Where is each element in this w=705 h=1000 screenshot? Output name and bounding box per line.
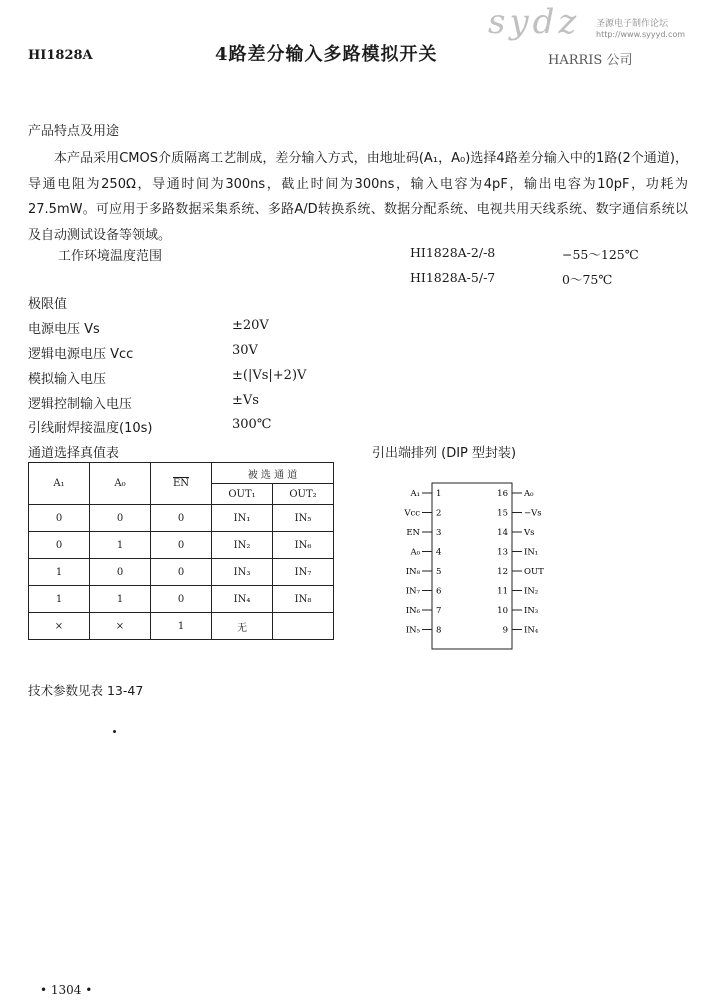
temp-model: HI1828A-2/-8 <box>410 245 496 260</box>
table-cell: IN₂ <box>212 532 273 559</box>
pin-name: Vs <box>524 528 535 538</box>
table-cell: 1 <box>151 613 212 640</box>
temp-range: 0～75℃ <box>562 272 613 287</box>
pin-name: IN₁ <box>524 547 539 558</box>
stray-dot <box>113 730 116 733</box>
table-cell: 0 <box>151 505 212 532</box>
pin-number: 6 <box>436 586 442 597</box>
table-cell: IN₄ <box>212 586 273 613</box>
pin-number: 15 <box>497 508 508 519</box>
part-number: HI1828A <box>28 48 93 63</box>
table-cell: IN₆ <box>273 532 334 559</box>
pin-name: IN₃ <box>524 606 539 616</box>
pin-number: 1 <box>436 489 442 499</box>
watermark-logo: sydz <box>488 2 581 42</box>
pin-number: 10 <box>497 606 508 616</box>
pin-name: IN₇ <box>405 586 420 597</box>
pin-number: 11 <box>497 586 508 597</box>
table-row <box>29 613 334 640</box>
limit-value: 30V <box>232 343 258 358</box>
pin-name: IN₈ <box>405 567 420 577</box>
table-cell: 0 <box>151 586 212 613</box>
features-heading: 产品特点及用途 <box>28 124 120 139</box>
limit-label: 模拟输入电压 <box>28 372 107 387</box>
pin-name: −Vs <box>524 508 542 519</box>
table-cell: IN₅ <box>273 505 334 532</box>
col-header-out1: OUT₁ <box>212 484 273 505</box>
limit-label: 引线耐焊接温度(10s) <box>28 421 153 436</box>
table-cell: 0 <box>90 559 151 586</box>
col-header-en: $\overline{EN}$ <box>151 463 212 505</box>
temp-model: HI1828A-5/-7 <box>410 270 496 285</box>
col-header-a1: A₁ <box>29 463 90 505</box>
limit-label: 逻辑控制输入电压 <box>28 397 133 412</box>
pin-name: Vcc <box>404 508 420 519</box>
temp-range: −55～125℃ <box>562 247 639 262</box>
limit-label: 电源电压 Vs <box>28 322 100 337</box>
col-header-a0: A₀ <box>90 463 151 505</box>
truth-table <box>28 462 334 640</box>
pin-number: 13 <box>497 547 508 558</box>
pin-name: EN <box>406 528 420 538</box>
features-paragraph: 本产品采用CMOS介质隔离工艺制成，差分输入方式，由地址码(A₁，A₀)选择4路差分输入中的1路(2个通道)，导通电阻为250Ω，导通时间为300ns，截止时间为300ns，输入电容为4pF，输出电容为10pF，功耗为27.5mW。可应用于多路数据采集系统、多路A/D转换系统、数据分配系统、电视共用天线系统、数字通信系统以及自动测试设备等领域。 <box>28 151 688 243</box>
watermark-text: 圣源电子制作论坛 <box>596 19 669 29</box>
table-row <box>29 505 334 532</box>
col-header-selected: 被 选 通 道 <box>212 463 334 484</box>
pin-name: IN₂ <box>524 586 539 597</box>
table-cell: 0 <box>29 505 90 532</box>
limit-value: ±Vs <box>232 393 259 408</box>
pin-number: 3 <box>436 528 442 538</box>
table-row <box>29 586 334 613</box>
pin-name: IN₅ <box>405 625 420 636</box>
table-cell: IN₈ <box>273 586 334 613</box>
footnote: 技术参数见表 13-47 <box>28 683 144 698</box>
table-cell: 0 <box>151 532 212 559</box>
pin-name: A₁ <box>410 489 420 499</box>
table-cell: 1 <box>90 532 151 559</box>
table-cell: IN₇ <box>273 559 334 586</box>
table-cell: × <box>90 613 151 640</box>
pin-name: A₀ <box>410 547 420 558</box>
table-cell: IN₃ <box>212 559 273 586</box>
col-header-out2: OUT₂ <box>273 484 334 505</box>
pin-number: 9 <box>502 625 508 636</box>
limit-value: 300℃ <box>232 417 272 432</box>
truth-table-heading: 通道选择真值表 <box>28 446 120 461</box>
table-cell: 1 <box>29 559 90 586</box>
table-cell: 无 <box>212 613 273 640</box>
pin-number: 2 <box>436 508 442 519</box>
pin-number: 12 <box>497 567 508 577</box>
pin-name: IN₆ <box>405 606 420 616</box>
table-cell: 0 <box>90 505 151 532</box>
limit-label: 逻辑电源电压 Vcc <box>28 347 134 362</box>
company-name: HARRIS 公司 <box>548 53 633 68</box>
table-cell: × <box>29 613 90 640</box>
limit-value: ±(|Vs|+2)V <box>232 368 307 383</box>
pin-number: 16 <box>497 489 508 499</box>
table-cell: 0 <box>151 559 212 586</box>
pinout-heading: 引出端排列 (DIP 型封装) <box>372 446 517 461</box>
pin-number: 5 <box>436 567 442 577</box>
pin-name: OUT <box>524 567 544 577</box>
table-cell: 0 <box>29 532 90 559</box>
watermark-url: http://www.syyyd.com <box>596 30 686 39</box>
page-title: 4路差分输入多路模拟开关 <box>215 44 438 65</box>
page-number: • 1304 • <box>40 983 93 997</box>
limit-value: ±20V <box>232 318 269 333</box>
pin-number: 14 <box>497 528 508 538</box>
table-cell: 1 <box>90 586 151 613</box>
pin-name: IN₄ <box>524 625 539 636</box>
pin-name: A₀ <box>524 489 534 499</box>
table-row <box>29 559 334 586</box>
limits-heading: 极限值 <box>28 297 68 312</box>
table-cell <box>273 613 334 640</box>
pin-number: 4 <box>436 547 442 558</box>
pin-number: 8 <box>436 625 442 636</box>
table-cell: IN₁ <box>212 505 273 532</box>
table-cell: 1 <box>29 586 90 613</box>
dip-pinout-diagram <box>372 471 572 651</box>
table-row <box>29 532 334 559</box>
temp-range-label: 工作环境温度范围 <box>58 249 163 264</box>
pin-number: 7 <box>436 606 442 616</box>
